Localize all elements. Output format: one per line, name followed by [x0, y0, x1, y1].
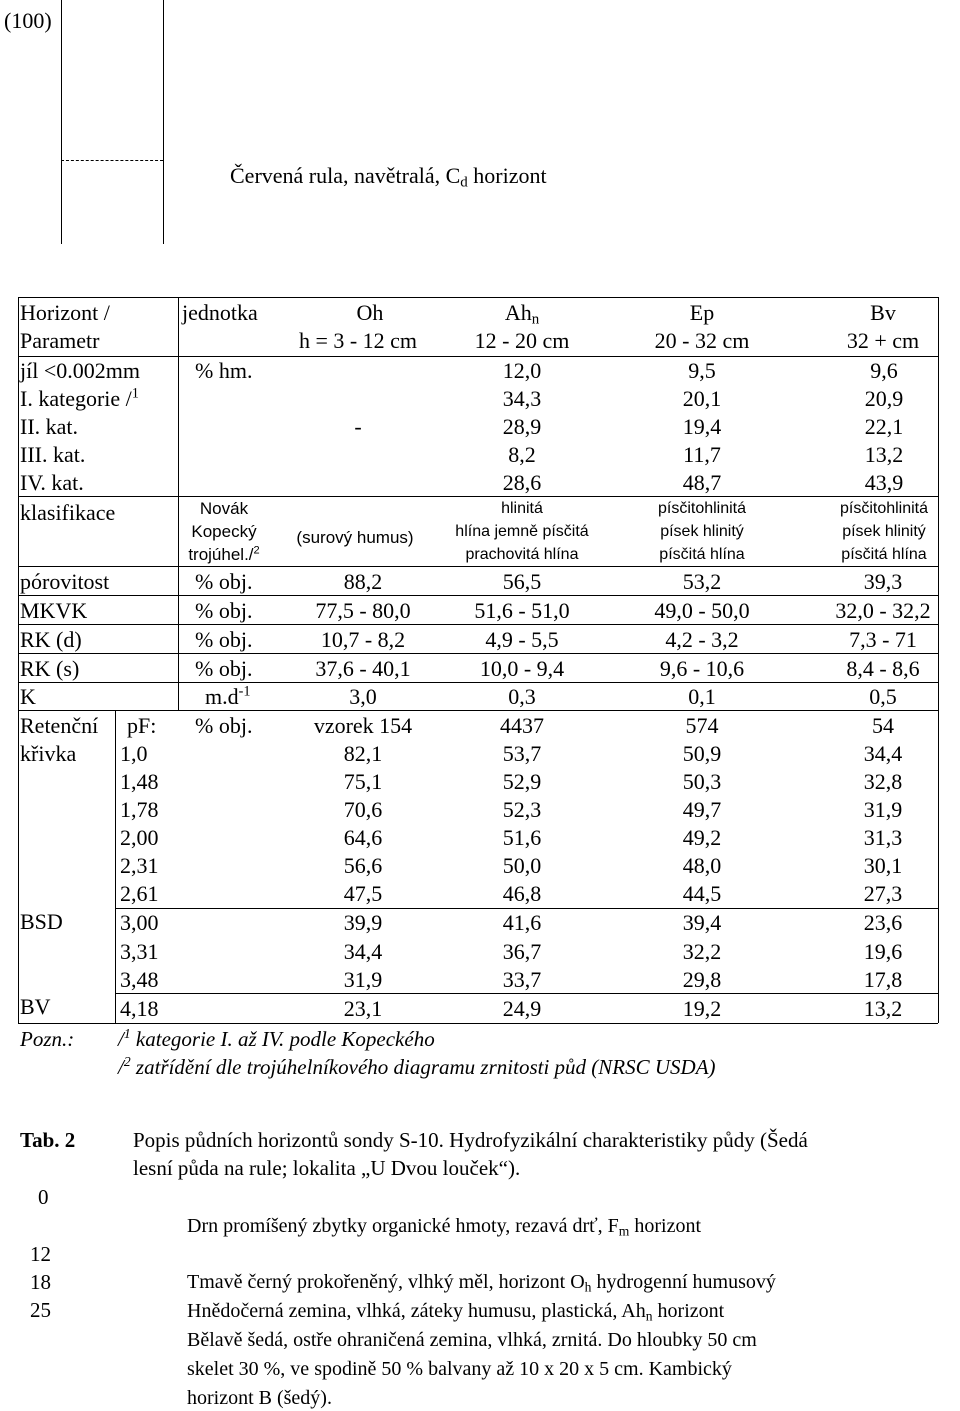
pf-value: 3,00	[120, 910, 159, 935]
bv-label: BV	[20, 994, 51, 1019]
prop-label-rks: RK (s)	[20, 656, 80, 681]
grain-oh-dash: -	[354, 414, 362, 439]
retention-oh: 47,5	[343, 881, 383, 906]
grain-ah-4: 28,6	[502, 470, 542, 495]
retention-unit: % obj.	[195, 713, 253, 738]
retention-bv: 19,6	[863, 939, 903, 964]
grain-rule	[18, 496, 938, 497]
prop-unit-mkvk: % obj.	[195, 598, 253, 623]
depth-oh: h = 3 - 12 cm	[298, 328, 418, 353]
prop-ep-k: 0,1	[688, 684, 716, 709]
grain-ah-0: 12,0	[502, 358, 542, 383]
col-bv: Bv	[870, 300, 896, 325]
grain-label-cat3: III. kat.	[20, 442, 86, 467]
header-unit: jednotka	[182, 300, 258, 325]
retention-oh: 56,6	[343, 853, 383, 878]
class-unit-1: Kopecký	[191, 522, 257, 541]
prop-ah-rkd: 4,9 - 5,5	[485, 627, 559, 652]
table-left-border	[18, 297, 19, 1023]
depth-12: 12	[30, 1242, 51, 1266]
retention-bv: 27,3	[863, 881, 903, 906]
porosity-rule	[18, 595, 938, 596]
class-bv-2: písčitá hlína	[841, 546, 927, 563]
grain-unit: % hm.	[195, 358, 253, 383]
retention-oh: 70,6	[343, 797, 383, 822]
rkd-rule	[18, 653, 938, 654]
header-horizon: Horizont /	[20, 300, 110, 325]
retention-oh: 23,1	[343, 996, 383, 1021]
prop-bv-rkd: 7,3 - 71	[849, 627, 917, 652]
retention-ep: 49,2	[682, 825, 722, 850]
retention-ep: 48,0	[682, 853, 722, 878]
retention-ah: 53,7	[502, 741, 542, 766]
classification-label: klasifikace	[20, 500, 116, 525]
profile-dashed-boundary	[61, 160, 163, 161]
class-ah-1: hlína jemně písčitá	[455, 523, 589, 540]
retention-oh: 64,6	[343, 825, 383, 850]
grain-ah-3: 8,2	[508, 442, 536, 467]
unit-col-border	[178, 297, 179, 710]
prop-label-porosity: pórovitost	[20, 569, 110, 594]
horizon-desc-ah: Hnědočerná zemina, vlhká, záteky humusu, plastická, $Ah_n$ horizont	[187, 1300, 725, 1324]
prop-bv-k: 0,5	[869, 684, 897, 709]
prop-label-rkd: RK (d)	[20, 627, 82, 652]
retention-ah: 52,9	[502, 769, 542, 794]
class-ep-1: písek hlinitý	[660, 523, 744, 540]
retention-bv: 23,6	[863, 910, 903, 935]
class-unit-2: trojúhel./$^2$	[188, 544, 260, 564]
grain-label-clay: jíl <0.002mm	[20, 358, 140, 383]
retention-bv: 34,4	[863, 741, 903, 766]
prop-ah-k: 0,3	[508, 684, 536, 709]
grain-ep-0: 9,5	[688, 358, 716, 383]
retention-ep: 32,2	[682, 939, 722, 964]
horizon-desc-b-3: horizont B (šedý).	[187, 1387, 332, 1409]
retention-oh: 82,1	[343, 741, 383, 766]
grain-label-cat4: IV. kat.	[20, 470, 84, 495]
retention-oh: 31,9	[343, 967, 383, 992]
retention-ep: 19,2	[682, 996, 722, 1021]
grain-ah-1: 34,3	[502, 386, 542, 411]
class-ep-2: písčitá hlína	[659, 546, 745, 563]
class-bv-1: písek hlinitý	[842, 523, 926, 540]
grain-ep-4: 48,7	[682, 470, 722, 495]
grain-ep-3: 11,7	[683, 442, 721, 467]
note-1: /$^1$ kategorie I. až IV. podle Kopeckého	[118, 1025, 435, 1051]
prop-label-mkvk: MKVK	[20, 598, 88, 623]
retention-ah: 41,6	[502, 910, 542, 935]
class-ep-0: písčitohlinitá	[657, 500, 747, 517]
retention-oh: 39,9	[343, 910, 383, 935]
retention-bv: 17,8	[863, 967, 903, 992]
class-bv-0: písčitohlinitá	[839, 500, 929, 517]
horizon-desc-fm: Drn promíšený zbytky organické hmoty, rezavá drť, $F_m$ horizont	[187, 1215, 702, 1239]
mkvk-rule	[18, 624, 938, 625]
pf-value: 4,18	[120, 996, 159, 1021]
caption-label: Tab. 2	[20, 1128, 76, 1152]
horizon-desc-oh: Tmavě černý prokořeněný, vlhký měl, horizont $O_h$ hydrogenní humusový	[187, 1271, 776, 1295]
prop-unit-k: $m.d^{-1}$	[205, 683, 251, 709]
profile-left-border	[61, 0, 62, 244]
col-ep: Ep	[689, 300, 715, 325]
retention-label-2: křivka	[20, 741, 77, 766]
retention-ah: 46,8	[502, 881, 542, 906]
retention-bv: 31,9	[863, 797, 903, 822]
prop-unit-rks: % obj.	[195, 656, 253, 681]
prop-ah-porosity: 56,5	[502, 569, 542, 594]
prop-unit-porosity: % obj.	[195, 569, 253, 594]
header-rule	[18, 356, 938, 357]
horizon-desc-b-2: skelet 30 %, ve spodině 50 % balvany až 10 x 20 x 5 cm. Kambický	[187, 1358, 732, 1380]
sample-bv: 54	[872, 713, 894, 738]
note-2: /$^2$ zatřídění dle trojúhelníkového diagramu zrnitosti půd (NRSC USDA)	[118, 1053, 716, 1079]
retention-bv: 30,1	[863, 853, 903, 878]
rks-rule	[18, 682, 938, 683]
retention-bv: 31,3	[863, 825, 903, 850]
depth-0: 0	[38, 1185, 49, 1209]
retention-ah: 36,7	[502, 939, 542, 964]
table-top-rule	[18, 297, 938, 298]
grain-label-cat2: II. kat.	[20, 414, 79, 439]
retention-bv: 13,2	[863, 996, 903, 1021]
prop-ah-rks: 10,0 - 9,4	[479, 656, 565, 681]
retention-oh: 34,4	[343, 939, 383, 964]
retention-ep: 44,5	[682, 881, 722, 906]
depth-label-100: (100)	[4, 8, 52, 33]
class-oh: (surový humus)	[296, 528, 414, 547]
profile-right-border	[163, 0, 164, 244]
grain-bv-3: 13,2	[864, 442, 904, 467]
grain-bv-1: 20,9	[864, 386, 904, 411]
pf-label: pF:	[127, 713, 157, 738]
prop-unit-rkd: % obj.	[195, 627, 253, 652]
class-ah-2: prachovitá hlína	[465, 546, 579, 563]
prop-oh-rks: 37,6 - 40,1	[315, 656, 411, 681]
grain-bv-2: 22,1	[864, 414, 904, 439]
retention-bv: 32,8	[863, 769, 903, 794]
class-rule	[18, 566, 938, 567]
retention-ah: 24,9	[502, 996, 542, 1021]
class-ah-0: hlinitá	[501, 500, 543, 517]
notes-label: Pozn.:	[20, 1027, 75, 1051]
prop-ep-rkd: 4,2 - 3,2	[665, 627, 739, 652]
depth-18: 18	[30, 1270, 51, 1294]
prop-label-k: K	[20, 684, 36, 709]
prop-bv-rks: 8,4 - 8,6	[846, 656, 920, 681]
retention-ah: 50,0	[502, 853, 542, 878]
bsd-label: BSD	[20, 909, 63, 934]
pf-value: 3,31	[120, 939, 159, 964]
bv-rule	[115, 993, 938, 994]
pf-col-border	[115, 710, 116, 1023]
prop-oh-porosity: 88,2	[343, 569, 383, 594]
horizon-desc-b-1: Bělavě šedá, ostře ohraničená zemina, vlhká, zrnitá. Do hloubky 50 cm	[187, 1329, 757, 1351]
grain-label-cat1: I. kategorie /$^1$	[20, 385, 139, 411]
grain-ep-2: 19,4	[682, 414, 722, 439]
prop-ah-mkvk: 51,6 - 51,0	[474, 598, 570, 623]
prop-bv-mkvk: 32,0 - 32,2	[835, 598, 931, 623]
prop-ep-mkvk: 49,0 - 50,0	[654, 598, 750, 623]
pf-value: 2,31	[120, 853, 159, 878]
pf-value: 1,0	[120, 741, 148, 766]
header-parameter: Parametr	[20, 328, 100, 353]
sample-oh: vzorek 154	[313, 713, 413, 738]
caption-line-2: lesní půda na rule; lokalita „U Dvou louček“).	[133, 1156, 521, 1180]
grain-bv-4: 43,9	[864, 470, 904, 495]
retention-ep: 50,9	[682, 741, 722, 766]
table-bottom-rule	[18, 1023, 938, 1024]
prop-bv-porosity: 39,3	[863, 569, 903, 594]
grain-bv-0: 9,6	[870, 358, 898, 383]
sample-ah: 4437	[500, 713, 544, 738]
k-rule	[18, 710, 938, 711]
depth-bv: 32 + cm	[846, 328, 920, 353]
depth-25: 25	[30, 1298, 51, 1322]
pf-value: 2,61	[120, 881, 159, 906]
class-unit-0: Novák	[199, 499, 249, 518]
prop-oh-rkd: 10,7 - 8,2	[320, 627, 406, 652]
pf-value: 2,00	[120, 825, 159, 850]
retention-ah: 52,3	[502, 797, 542, 822]
sample-ep: 574	[685, 713, 719, 738]
retention-ep: 29,8	[682, 967, 722, 992]
depth-ah: 12 - 20 cm	[474, 328, 570, 353]
prop-oh-mkvk: 77,5 - 80,0	[315, 598, 411, 623]
depth-ep: 20 - 32 cm	[654, 328, 750, 353]
retention-ah: 33,7	[502, 967, 542, 992]
caption-line-1: Popis půdních horizontů sondy S-10. Hydrofyzikální charakteristiky půdy (Šedá	[133, 1128, 808, 1152]
retention-label-1: Retenční	[20, 713, 99, 738]
pf-value: 1,78	[120, 797, 159, 822]
grain-ah-2: 28,9	[502, 414, 542, 439]
pf-value: 3,48	[120, 967, 159, 992]
pf-value: 1,48	[120, 769, 159, 794]
retention-ep: 49,7	[682, 797, 722, 822]
retention-ah: 51,6	[502, 825, 542, 850]
prop-ep-rks: 9,6 - 10,6	[659, 656, 745, 681]
grain-ep-1: 20,1	[682, 386, 722, 411]
bsd-rule	[115, 908, 938, 909]
retention-ep: 39,4	[682, 910, 722, 935]
retention-ep: 50,3	[682, 769, 722, 794]
retention-oh: 75,1	[343, 769, 383, 794]
prop-ep-porosity: 53,2	[682, 569, 722, 594]
horizon-description-c: Červená rula, navětralá, $C_d$ horizont	[230, 163, 547, 191]
col-oh: Oh	[356, 300, 384, 325]
col-ah: $Ah_n$	[504, 300, 540, 328]
prop-oh-k: 3,0	[349, 684, 377, 709]
